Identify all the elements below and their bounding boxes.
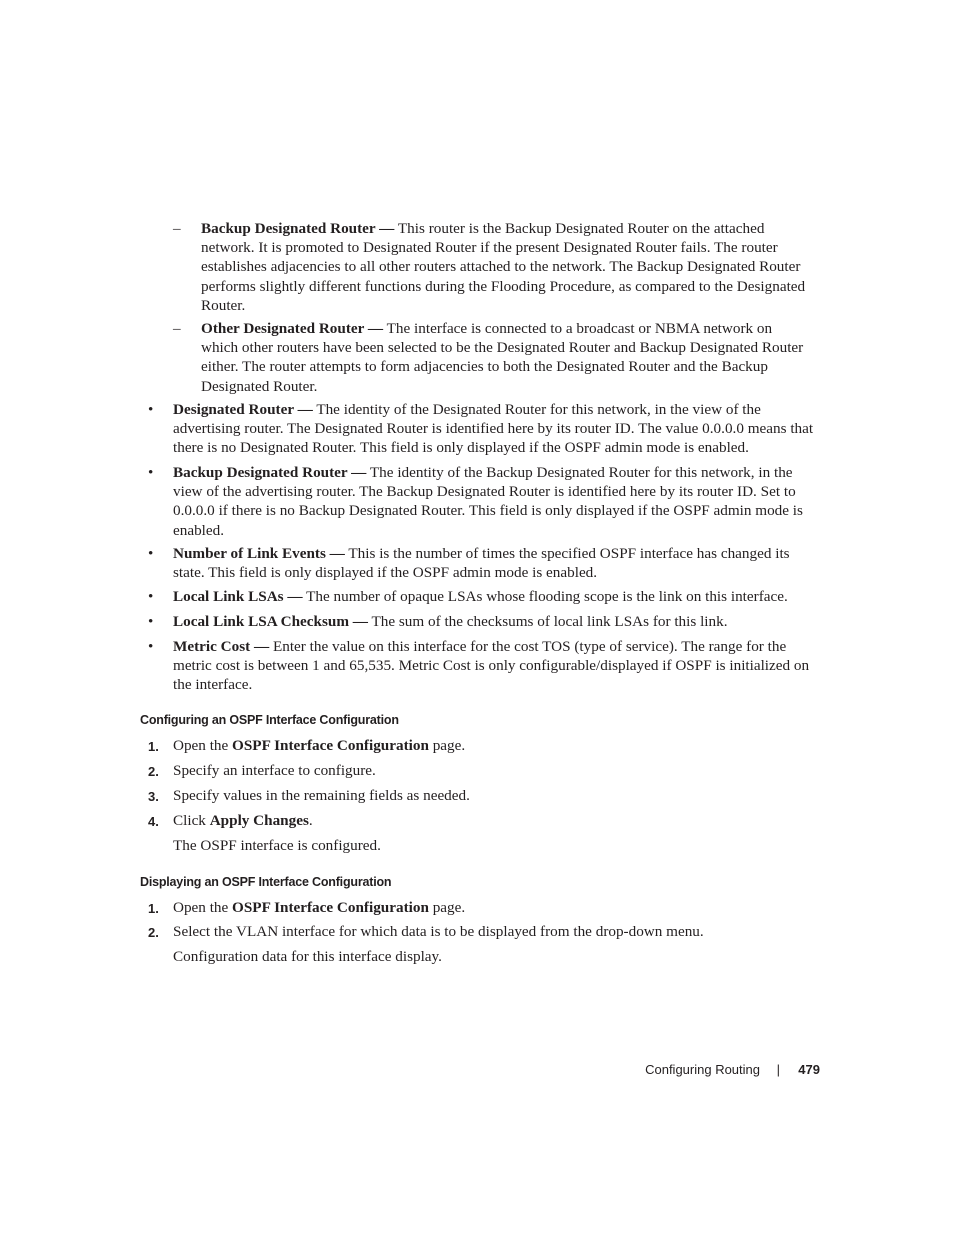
step-body	[173, 922, 816, 941]
term: Local Link LSAs —	[173, 588, 303, 605]
step-text: Open the	[173, 899, 233, 916]
description: The interface is connected to a broadcast or NBMA network on which other routers have been selected to be the Designated Router and Backup Designated Router either. The router attempts to form adjacencies to both the Designated Router and the Backup Designated Router.	[201, 320, 804, 395]
dash-marker: –	[173, 320, 181, 337]
bullet-marker: •	[148, 588, 154, 605]
description: The identity of the Backup Designated Router for this network, in the view of the advertising router. The Backup Designated Router is identified here by its router ID. Set to 0.0.0.0 if there is no Backup Designated Router. This field is only displayed if the OSPF admin mode is enabled.	[173, 464, 803, 539]
description: The number of opaque LSAs whose flooding scope is the link on this interface.	[306, 588, 788, 605]
bullet-marker: •	[148, 464, 154, 481]
term: Number of Link Events —	[173, 545, 345, 562]
bullet-marker: •	[148, 545, 154, 562]
description: This router is the Backup Designated Router on the attached network. It is promoted to Designated Router if the present Designated Router fails. The router establishes adjacencies to all other routers attached to the network. The Backup Designated Router performs slightly different functions during the Flooding Procedure, as compared to the Designated Router.	[201, 220, 806, 314]
step-result: Configuration data for this interface display.	[173, 948, 442, 965]
step-ui-label: OSPF Interface Configuration	[232, 737, 429, 754]
step-item	[146, 898, 816, 917]
bullet-marker: •	[148, 613, 154, 630]
dash-item-body	[201, 319, 813, 396]
bullet-body	[173, 544, 816, 582]
step-ui-label: Apply Changes	[209, 812, 309, 829]
term: Metric Cost —	[173, 638, 270, 655]
step-number: 2.	[148, 925, 159, 940]
step-text: Select the VLAN interface for which data is to be displayed from the drop-down menu.	[173, 923, 704, 940]
description: The sum of the checksums of local link LSAs for this link.	[371, 613, 728, 630]
description: The identity of the Designated Router for this network, in the view of the advertising router. The Designated Router is identified here by its router ID. The value 0.0.0.0 means that there is no Designated Router. This field is only displayed if the OSPF admin mode is enabled.	[173, 401, 814, 457]
bullet-local-link-lsas	[146, 587, 816, 606]
footer-section-title: Configuring Routing	[645, 1062, 760, 1077]
bullet-body	[173, 400, 816, 458]
dash-item-backup-designated-router	[173, 219, 813, 315]
term: Other Designated Router —	[201, 320, 384, 337]
term: Backup Designated Router —	[201, 220, 395, 237]
step-text: Open the	[173, 737, 233, 754]
step-text-end: .	[308, 812, 313, 829]
bullet-body	[173, 637, 816, 695]
bullet-designated-router	[146, 400, 816, 458]
bullet-body	[173, 463, 816, 540]
description: Enter the value on this interface for the cost TOS (type of service). The range for the metric cost is between 1 and 65,535. Metric Cost is only configurable/displayed if OSPF is initialized on the interface.	[173, 638, 810, 694]
section-heading-configuring: Configuring an OSPF Interface Configuration	[140, 713, 399, 727]
step-number: 4.	[148, 814, 159, 829]
bullet-body	[173, 612, 816, 631]
step-item	[146, 811, 816, 830]
page-footer	[640, 1062, 820, 1080]
step-number: 3.	[148, 789, 159, 804]
term: Designated Router —	[173, 401, 313, 418]
bullet-local-link-lsa-checksum	[146, 612, 816, 631]
step-body	[173, 786, 816, 805]
page-number: 479	[798, 1062, 820, 1077]
term: Backup Designated Router —	[173, 464, 367, 481]
step-item	[146, 736, 816, 755]
step-item	[146, 922, 816, 941]
description: This is the number of times the specified OSPF interface has changed its state. This field is only displayed if the OSPF admin mode is enabled.	[173, 545, 790, 582]
bullet-metric-cost	[146, 637, 816, 695]
step-result: The OSPF interface is configured.	[173, 837, 381, 854]
step-text: Specify values in the remaining fields as needed.	[173, 787, 470, 804]
step-body	[173, 761, 816, 780]
step-text-end: page.	[428, 737, 466, 754]
dash-item-body	[201, 219, 813, 315]
step-body	[173, 736, 816, 755]
step-number: 1.	[148, 739, 159, 754]
step-item	[146, 786, 816, 805]
bullet-marker: •	[148, 638, 154, 655]
step-body	[173, 811, 816, 830]
term: Local Link LSA Checksum —	[173, 613, 368, 630]
step-number: 1.	[148, 901, 159, 916]
step-ui-label: OSPF Interface Configuration	[232, 899, 429, 916]
dash-marker: –	[173, 220, 181, 237]
step-item	[146, 761, 816, 780]
bullet-marker: •	[148, 401, 154, 418]
step-text: Click	[173, 812, 210, 829]
step-text-end: page.	[428, 899, 466, 916]
section-heading-displaying: Displaying an OSPF Interface Configuration	[140, 875, 392, 889]
dash-item-other-designated-router	[173, 319, 813, 396]
step-text: Specify an interface to configure.	[173, 762, 376, 779]
footer-separator: |	[776, 1062, 780, 1077]
bullet-body	[173, 587, 816, 606]
step-body	[173, 898, 816, 917]
bullet-number-of-link-events	[146, 544, 816, 582]
step-number: 2.	[148, 764, 159, 779]
bullet-backup-designated-router	[146, 463, 816, 540]
